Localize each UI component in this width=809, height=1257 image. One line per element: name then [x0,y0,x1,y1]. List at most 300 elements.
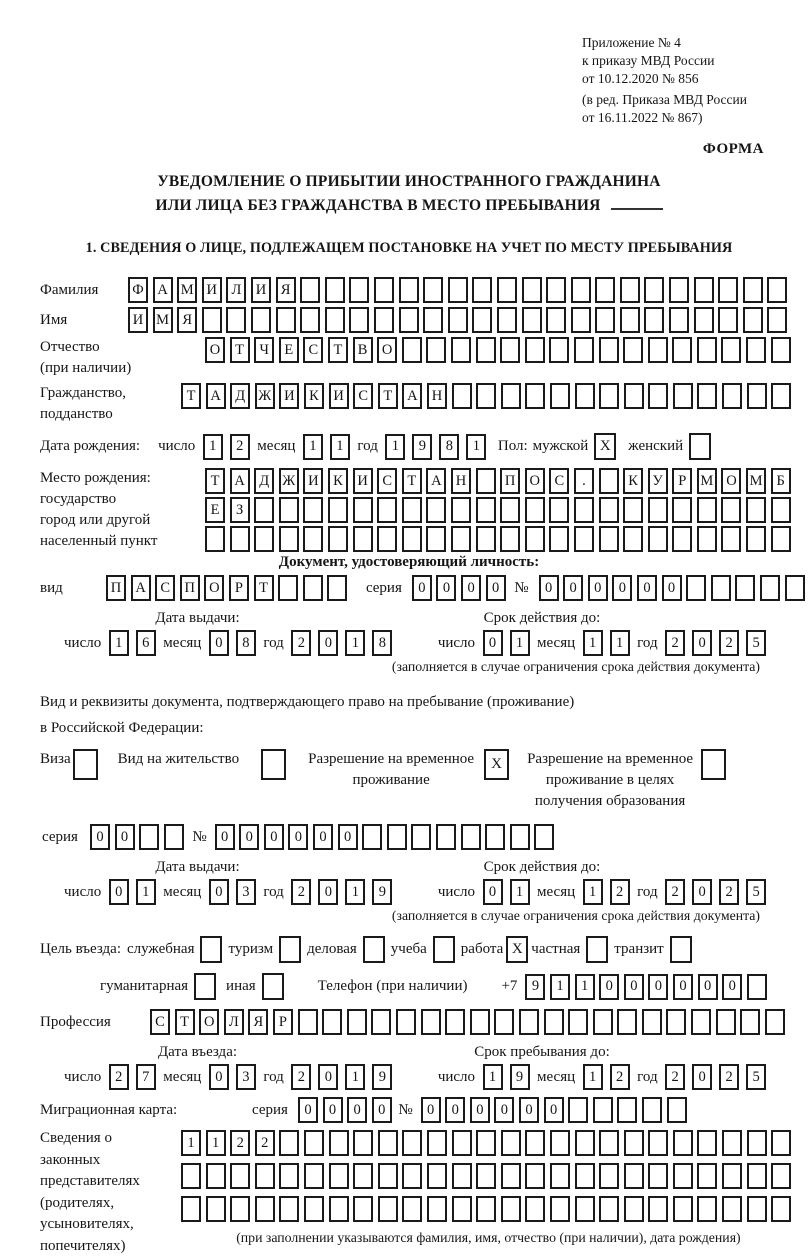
char-box[interactable] [396,1009,416,1035]
char-box[interactable] [525,1196,545,1222]
char-box[interactable] [500,497,520,523]
char-box[interactable] [426,526,446,552]
char-box[interactable] [402,337,422,363]
char-box[interactable] [501,1196,521,1222]
char-box[interactable] [691,1009,711,1035]
identity-valid-day[interactable] [479,630,533,656]
char-box[interactable] [593,1009,613,1035]
char-box[interactable]: Я [248,1009,268,1035]
char-box[interactable] [672,526,692,552]
char-box[interactable]: М [746,468,766,494]
char-box[interactable] [451,337,471,363]
char-box[interactable] [278,575,298,601]
char-box[interactable]: И [329,383,349,409]
char-box[interactable]: Т [378,383,398,409]
char-box[interactable] [571,277,591,303]
char-box[interactable]: 2 [610,879,630,905]
char-box[interactable] [785,575,805,601]
stay-issue-day[interactable] [105,879,159,905]
char-box[interactable] [620,277,640,303]
char-box[interactable]: 0 [612,575,632,601]
char-box[interactable]: Ч [254,337,274,363]
char-box[interactable]: 1 [345,630,365,656]
birth-place-row2[interactable] [205,497,795,523]
char-box[interactable]: Е [279,337,299,363]
char-box[interactable]: 2 [719,1064,739,1090]
char-box[interactable]: Ж [279,468,299,494]
char-box[interactable]: 5 [746,879,766,905]
char-box[interactable] [349,307,369,333]
char-box[interactable]: 1 [583,879,603,905]
char-box[interactable] [771,383,791,409]
char-box[interactable] [575,383,595,409]
char-box[interactable] [716,1009,736,1035]
char-box[interactable] [747,974,767,1000]
char-box[interactable]: 2 [665,1064,685,1090]
char-box[interactable] [648,1196,668,1222]
char-box[interactable]: 0 [421,1097,441,1123]
char-box[interactable]: А [131,575,151,601]
sex-male-checkbox[interactable]: X [594,433,616,460]
char-box[interactable] [771,1163,791,1189]
char-box[interactable]: 1 [510,879,530,905]
char-box[interactable]: И [128,307,148,333]
char-box[interactable]: 1 [583,630,603,656]
char-box[interactable]: 0 [313,824,333,850]
phone-input[interactable] [525,974,771,1000]
char-box[interactable] [550,1163,570,1189]
char-box[interactable] [328,497,348,523]
char-box[interactable]: 2 [230,434,250,460]
char-box[interactable] [251,307,271,333]
char-box[interactable]: 0 [648,974,668,1000]
char-box[interactable] [448,307,468,333]
char-box[interactable] [767,307,787,333]
char-box[interactable] [648,1130,668,1156]
char-box[interactable] [279,526,299,552]
char-box[interactable] [624,1130,644,1156]
char-box[interactable]: 0 [461,575,481,601]
stay-issue-month[interactable] [205,879,259,905]
char-box[interactable]: 1 [345,879,365,905]
char-box[interactable] [747,1130,767,1156]
char-box[interactable] [378,1163,398,1189]
char-box[interactable] [743,277,763,303]
char-box[interactable] [760,575,780,601]
char-box[interactable] [574,497,594,523]
doc-number-input[interactable] [539,575,809,601]
char-box[interactable]: 1 [575,974,595,1000]
char-box[interactable]: 2 [665,630,685,656]
char-box[interactable]: 0 [519,1097,539,1123]
char-box[interactable]: 9 [372,879,392,905]
char-box[interactable]: 0 [264,824,284,850]
char-box[interactable]: 0 [445,1097,465,1123]
char-box[interactable]: З [230,497,250,523]
char-box[interactable]: 7 [136,1064,156,1090]
char-box[interactable] [550,1130,570,1156]
stay-valid-year[interactable] [662,879,770,905]
char-box[interactable] [546,277,566,303]
char-box[interactable] [574,337,594,363]
char-box[interactable] [255,1196,275,1222]
char-box[interactable]: 0 [209,879,229,905]
char-box[interactable] [644,307,664,333]
char-box[interactable] [205,526,225,552]
char-box[interactable] [276,307,296,333]
char-box[interactable] [711,575,731,601]
char-box[interactable] [202,307,222,333]
char-box[interactable] [767,277,787,303]
char-box[interactable] [525,526,545,552]
char-box[interactable] [771,497,791,523]
char-box[interactable]: Ж [255,383,275,409]
char-box[interactable] [402,526,422,552]
char-box[interactable]: 0 [470,1097,490,1123]
char-box[interactable]: Н [451,468,471,494]
char-box[interactable] [501,383,521,409]
char-box[interactable] [771,1130,791,1156]
char-box[interactable]: 2 [291,879,311,905]
char-box[interactable] [230,1196,250,1222]
char-box[interactable]: Р [672,468,692,494]
char-box[interactable] [353,1163,373,1189]
char-box[interactable]: 0 [539,575,559,601]
char-box[interactable] [673,1163,693,1189]
representatives-row2[interactable] [181,1163,796,1189]
char-box[interactable] [378,1196,398,1222]
char-box[interactable]: 2 [610,1064,630,1090]
char-box[interactable]: Ф [128,277,148,303]
char-box[interactable] [623,497,643,523]
char-box[interactable]: О [199,1009,219,1035]
char-box[interactable] [575,1130,595,1156]
char-box[interactable] [353,1196,373,1222]
purpose-study-checkbox[interactable] [433,936,455,963]
char-box[interactable] [694,307,714,333]
char-box[interactable] [534,824,554,850]
char-box[interactable]: И [279,383,299,409]
char-box[interactable]: М [177,277,197,303]
char-box[interactable]: 0 [599,974,619,1000]
char-box[interactable]: 9 [412,434,432,460]
char-box[interactable]: 3 [236,879,256,905]
char-box[interactable] [522,307,542,333]
char-box[interactable] [697,383,717,409]
char-box[interactable] [568,1097,588,1123]
char-box[interactable]: Я [177,307,197,333]
char-box[interactable] [747,383,767,409]
char-box[interactable]: 0 [698,974,718,1000]
char-box[interactable]: 0 [338,824,358,850]
char-box[interactable]: 2 [255,1130,275,1156]
char-box[interactable]: 0 [288,824,308,850]
char-box[interactable]: 9 [372,1064,392,1090]
profession-input[interactable] [150,1009,789,1035]
char-box[interactable]: 0 [544,1097,564,1123]
char-box[interactable]: . [574,468,594,494]
char-box[interactable] [697,526,717,552]
char-box[interactable]: Т [254,575,274,601]
char-box[interactable] [452,1196,472,1222]
char-box[interactable] [771,1196,791,1222]
char-box[interactable] [765,1009,785,1035]
char-box[interactable] [472,277,492,303]
char-box[interactable] [672,497,692,523]
patronymic-input[interactable] [205,337,795,363]
char-box[interactable] [599,1163,619,1189]
purpose-tourism-checkbox[interactable] [279,936,301,963]
char-box[interactable] [697,1163,717,1189]
char-box[interactable] [445,1009,465,1035]
char-box[interactable]: 3 [236,1064,256,1090]
char-box[interactable] [718,307,738,333]
char-box[interactable] [501,1130,521,1156]
char-box[interactable]: 0 [372,1097,392,1123]
char-box[interactable] [427,1130,447,1156]
char-box[interactable] [298,1009,318,1035]
identity-issue-year[interactable] [288,630,396,656]
char-box[interactable]: Д [230,383,250,409]
char-box[interactable]: 5 [746,1064,766,1090]
char-box[interactable]: 2 [719,630,739,656]
char-box[interactable]: Д [254,468,274,494]
char-box[interactable] [648,526,668,552]
char-box[interactable]: О [204,575,224,601]
char-box[interactable] [362,824,382,850]
char-box[interactable] [255,1163,275,1189]
char-box[interactable]: 0 [483,630,503,656]
char-box[interactable]: 0 [692,630,712,656]
char-box[interactable] [743,307,763,333]
char-box[interactable] [226,307,246,333]
char-box[interactable] [522,277,542,303]
char-box[interactable] [399,307,419,333]
char-box[interactable]: 2 [719,879,739,905]
char-box[interactable] [721,497,741,523]
char-box[interactable] [648,497,668,523]
surname-input[interactable] [128,277,792,303]
char-box[interactable] [740,1009,760,1035]
purpose-humanitarian-checkbox[interactable] [194,973,216,1000]
char-box[interactable] [206,1163,226,1189]
char-box[interactable] [399,277,419,303]
representatives-row3[interactable] [181,1196,796,1222]
char-box[interactable] [574,526,594,552]
char-box[interactable] [402,1163,422,1189]
char-box[interactable]: 1 [109,630,129,656]
purpose-work-checkbox[interactable]: X [506,936,528,963]
char-box[interactable]: 0 [722,974,742,1000]
char-box[interactable] [476,497,496,523]
char-box[interactable] [206,1196,226,1222]
char-box[interactable] [472,307,492,333]
char-box[interactable] [697,1130,717,1156]
stay-issue-year[interactable] [288,879,396,905]
char-box[interactable] [575,1196,595,1222]
char-box[interactable] [304,1196,324,1222]
char-box[interactable]: О [721,468,741,494]
char-box[interactable] [624,383,644,409]
char-box[interactable]: Б [771,468,791,494]
purpose-official-checkbox[interactable] [200,936,222,963]
char-box[interactable] [374,277,394,303]
char-box[interactable]: Л [226,277,246,303]
char-box[interactable] [746,526,766,552]
char-box[interactable]: 2 [291,630,311,656]
char-box[interactable]: 0 [692,1064,712,1090]
char-box[interactable] [494,1009,514,1035]
char-box[interactable] [593,1097,613,1123]
char-box[interactable]: 0 [624,974,644,1000]
char-box[interactable]: О [377,337,397,363]
char-box[interactable] [599,1130,619,1156]
char-box[interactable]: С [155,575,175,601]
char-box[interactable]: О [205,337,225,363]
char-box[interactable] [624,1196,644,1222]
char-box[interactable]: Т [181,383,201,409]
char-box[interactable]: 0 [323,1097,343,1123]
char-box[interactable] [648,1163,668,1189]
char-box[interactable]: 0 [109,879,129,905]
purpose-other-checkbox[interactable] [262,973,284,1000]
char-box[interactable] [329,1163,349,1189]
doc-series-input[interactable] [412,575,510,601]
char-box[interactable]: 0 [239,824,259,850]
char-box[interactable] [427,1163,447,1189]
char-box[interactable]: Л [224,1009,244,1035]
char-box[interactable] [279,497,299,523]
char-box[interactable] [476,337,496,363]
name-input[interactable] [128,307,792,333]
char-box[interactable]: У [648,468,668,494]
char-box[interactable] [550,383,570,409]
char-box[interactable] [673,1130,693,1156]
char-box[interactable] [303,575,323,601]
char-box[interactable] [452,1163,472,1189]
char-box[interactable] [476,383,496,409]
char-box[interactable] [617,1097,637,1123]
char-box[interactable]: 0 [298,1097,318,1123]
char-box[interactable] [571,307,591,333]
char-box[interactable] [595,277,615,303]
char-box[interactable]: 1 [550,974,570,1000]
char-box[interactable] [254,497,274,523]
char-box[interactable] [374,307,394,333]
char-box[interactable] [448,277,468,303]
entry-day[interactable] [105,1064,159,1090]
char-box[interactable] [669,277,689,303]
char-box[interactable] [470,1009,490,1035]
stay-until-month[interactable] [579,1064,633,1090]
char-box[interactable]: К [304,383,324,409]
char-box[interactable] [353,1130,373,1156]
char-box[interactable] [378,1130,398,1156]
char-box[interactable] [722,1163,742,1189]
birth-month-boxes[interactable] [299,434,353,460]
char-box[interactable] [304,1130,324,1156]
char-box[interactable]: И [202,277,222,303]
char-box[interactable]: 1 [385,434,405,460]
char-box[interactable]: Т [328,337,348,363]
char-box[interactable]: Н [427,383,447,409]
char-box[interactable] [623,526,643,552]
char-box[interactable]: А [206,383,226,409]
char-box[interactable]: 1 [303,434,323,460]
char-box[interactable]: 2 [291,1064,311,1090]
char-box[interactable] [325,307,345,333]
char-box[interactable] [427,1196,447,1222]
char-box[interactable]: 2 [230,1130,250,1156]
char-box[interactable] [673,1196,693,1222]
char-box[interactable] [595,307,615,333]
birth-place-row3[interactable] [205,526,795,552]
char-box[interactable] [648,383,668,409]
char-box[interactable]: 0 [209,1064,229,1090]
char-box[interactable] [485,824,505,850]
char-box[interactable] [546,307,566,333]
doc-kind-input[interactable] [106,575,352,601]
migration-series-input[interactable] [298,1097,396,1123]
char-box[interactable] [300,307,320,333]
char-box[interactable] [500,337,520,363]
sex-female-checkbox[interactable] [689,433,711,460]
char-box[interactable] [402,1196,422,1222]
char-box[interactable] [325,277,345,303]
char-box[interactable] [327,575,347,601]
char-box[interactable]: 2 [109,1064,129,1090]
stay-valid-day[interactable] [479,879,533,905]
char-box[interactable]: А [426,468,446,494]
char-box[interactable] [497,277,517,303]
char-box[interactable] [599,526,619,552]
char-box[interactable] [476,1196,496,1222]
char-box[interactable] [722,383,742,409]
char-box[interactable]: 1 [203,434,223,460]
char-box[interactable] [279,1196,299,1222]
char-box[interactable]: С [150,1009,170,1035]
char-box[interactable] [230,526,250,552]
char-box[interactable]: И [251,277,271,303]
char-box[interactable] [164,824,184,850]
char-box[interactable]: 2 [665,879,685,905]
char-box[interactable] [694,277,714,303]
char-box[interactable] [371,1009,391,1035]
char-box[interactable]: 1 [330,434,350,460]
identity-issue-month[interactable] [205,630,259,656]
char-box[interactable]: 0 [486,575,506,601]
char-box[interactable]: 1 [345,1064,365,1090]
char-box[interactable] [476,1163,496,1189]
char-box[interactable] [549,497,569,523]
char-box[interactable] [575,1163,595,1189]
char-box[interactable]: 1 [510,630,530,656]
char-box[interactable] [476,468,496,494]
char-box[interactable] [230,1163,250,1189]
char-box[interactable] [353,526,373,552]
identity-valid-month[interactable] [579,630,633,656]
char-box[interactable]: Т [205,468,225,494]
char-box[interactable] [322,1009,342,1035]
char-box[interactable] [254,526,274,552]
char-box[interactable] [181,1196,201,1222]
stay-until-year[interactable] [662,1064,770,1090]
char-box[interactable]: М [697,468,717,494]
purpose-business-checkbox[interactable] [363,936,385,963]
char-box[interactable] [452,1130,472,1156]
char-box[interactable] [377,526,397,552]
char-box[interactable] [279,1130,299,1156]
